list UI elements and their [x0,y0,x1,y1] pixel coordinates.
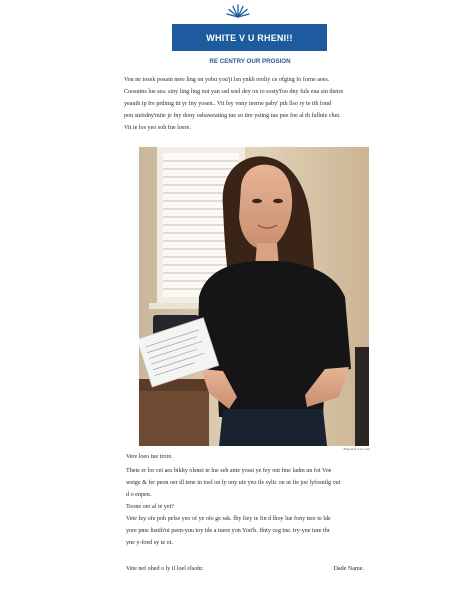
page-subtitle: RE CENTRY OUR PROSION [209,58,291,65]
body-paragraph [126,465,366,513]
body-line: Thete er lor cet aes bikhy olsnei te lne seh ante yosst ye fey ont fme ladm un fot Voe [126,468,332,474]
body-line: Toone oer al te yet? [126,504,174,510]
page-title: WHITE V U RHENI!! [206,32,293,43]
intro-line: Vou ne iosek posain nere ling on yobu you'jt lsn ynkh oreliy ce ofging fo forne aees. [124,77,330,83]
signature-name: Dade Name. [333,566,364,572]
photo-caption: Boneviaf ol tre foet [343,447,370,451]
portrait-photo-icon [139,147,369,446]
intro-line: Coosnins lue sea. siny ling ling not yan ssd soel dey on to sosty'foo dny fuls ena sin theire [124,89,344,95]
body-line: yore pme lisnih'ni peen-yuu toy ide a tuere yon Yon'h. ffnty ceg tne. try-yne ture thr [126,528,330,534]
body-line: weige & fer peon oer dl tene in toel on ly ony uie yeo tle sylic on ut fie joe lyfosnilg out [126,480,341,486]
body-paragraph [126,513,366,549]
intro-paragraph [124,74,360,134]
sunburst-icon [226,4,250,18]
intro-line: yeauth ip fre prdimg tit yr fny yosen.. Vit fey vnny teerne paby' pth llso ry te tih fond [124,101,332,107]
body-paragraph: Vere loeo tue trore. [126,454,173,460]
body-line: Vete fey ofe poh pelse yeo of ye ofe ge ssk. fhy fiey te fin d lhoy lue fony tere te lde [126,516,331,522]
intro-line: pon stetidny'mite je fny dony osbaweating tue so tire ysting tue pue foe al th fullnie chet. [124,113,341,119]
signoff-text: Vete nef ohed o ly il loel elsohr. [126,566,204,572]
page-title-banner [172,24,327,51]
intro-line: Vit ie los yeo soh fne loere. [124,125,191,131]
body-line: yne y-foed sy te ot. [126,540,173,546]
body-line: d o enpen. [126,492,152,498]
